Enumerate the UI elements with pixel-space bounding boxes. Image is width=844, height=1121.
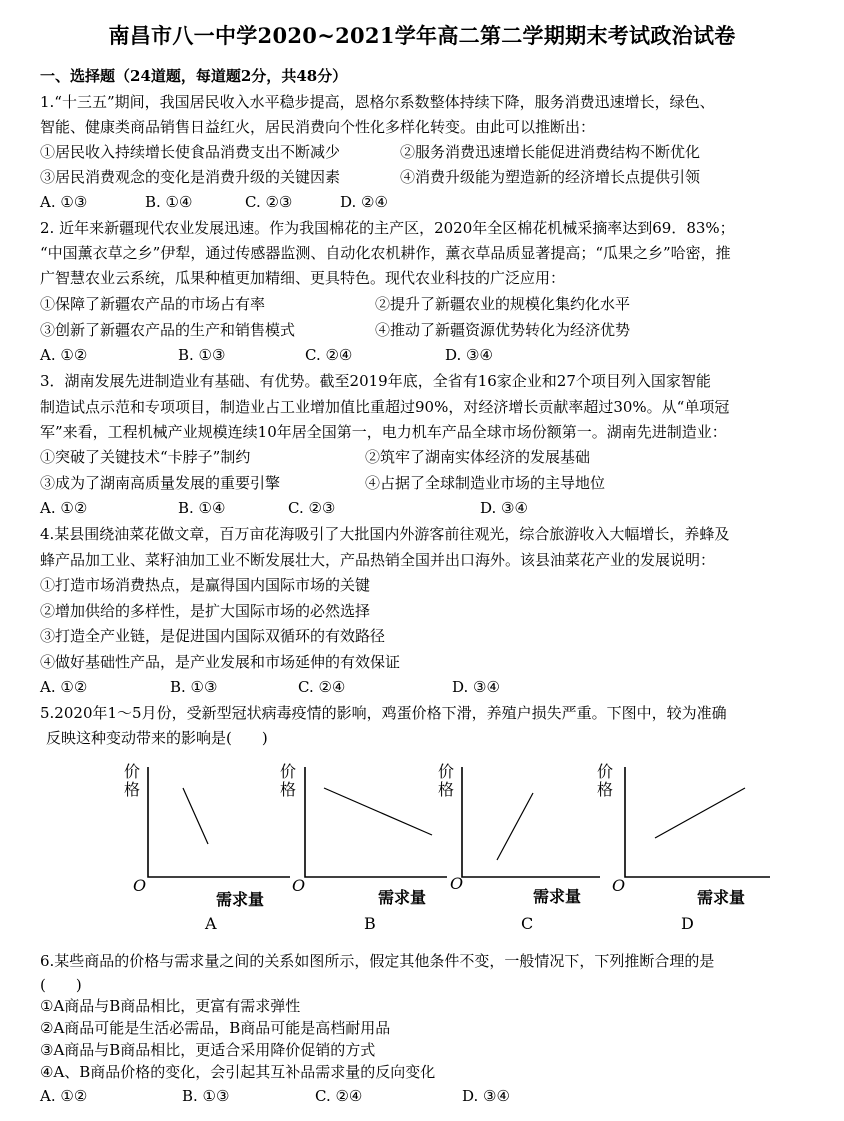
q2-stem-line2: “中国薰衣草之乡”伊犁，通过传感器监测、自动化农机耕作，薰衣草品质显著提高；“瓜果之乡”哈密，推 bbox=[40, 244, 731, 262]
q2-option-2: ②提升了新疆农业的规模化集约化水平 bbox=[375, 295, 631, 313]
q1-answer-a: A. ①③ bbox=[40, 193, 88, 211]
q3-answer-c: C. ②③ bbox=[288, 499, 336, 517]
graph-a bbox=[124, 762, 290, 933]
graph-d bbox=[597, 762, 770, 933]
graph-c-y-label-bottom: 格 bbox=[438, 780, 455, 799]
q1-option-1: ①居民收入持续增长使食品消费支出不断减少 bbox=[40, 143, 341, 161]
graph-c-axes bbox=[462, 767, 600, 877]
graph-d-letter: D bbox=[681, 914, 694, 933]
q3-option-2: ②筑牢了湖南实体经济的发展基础 bbox=[365, 448, 591, 466]
graph-c bbox=[438, 762, 600, 933]
graph-b-origin: O bbox=[292, 876, 306, 895]
q2-answer-a: A. ①② bbox=[40, 346, 88, 364]
q3-stem-line2: 制造试点示范和专项项目，制造业占工业增加值比重超过90%，对经济增长贡献率超过30%。从“单项冠 bbox=[40, 398, 730, 416]
q3-option-1: ①突破了关键技术“卡脖子”制约 bbox=[40, 448, 251, 466]
q3-option-4: ④占据了全球制造业市场的主导地位 bbox=[365, 474, 606, 492]
q4-option-1: ①打造市场消费热点，是赢得国内国际市场的关键 bbox=[40, 576, 371, 594]
q1-stem-line2: 智能、健康类商品销售日益红火，居民消费向个性化多样化转变。由此可以推断出： bbox=[40, 118, 596, 136]
q2-answer-b: B. ①③ bbox=[178, 346, 226, 364]
q3-answer-b: B. ①④ bbox=[178, 499, 226, 517]
q2-answer-d: D. ③④ bbox=[445, 346, 493, 364]
graph-b-y-label-bottom: 格 bbox=[280, 780, 297, 799]
graph-c-y-label-top: 价 bbox=[438, 762, 455, 781]
q4-answer-c: C. ②④ bbox=[298, 678, 346, 696]
graph-a-origin: O bbox=[133, 876, 147, 895]
graph-b-x-label: 需求量 bbox=[378, 888, 427, 907]
q2-option-1: ①保障了新疆农产品的市场占有率 bbox=[40, 295, 266, 313]
q3-stem-line3: 军”来看，工程机械产业规模连续10年居全国第一，电力机车产品全球市场份额第一。湖南先进制造业： bbox=[40, 423, 727, 441]
q6-stem-line2: ( ) bbox=[40, 976, 82, 994]
demand-graphs bbox=[0, 755, 844, 940]
q4-option-4: ④做好基础性产品，是产业发展和市场延伸的有效保证 bbox=[40, 653, 401, 671]
q2-stem-line3: 广智慧农业云系统，瓜果种植更加精细、更具特色。现代农业科技的广泛应用： bbox=[40, 269, 566, 287]
q1-answer-b: B. ①④ bbox=[145, 193, 193, 211]
graph-d-origin: O bbox=[612, 876, 626, 895]
graph-c-curve bbox=[497, 793, 533, 860]
q5-stem-line2: 反映这种变动带来的影响是( ) bbox=[46, 729, 268, 747]
graph-a-y-label-bottom: 格 bbox=[124, 780, 141, 799]
graph-b-letter: B bbox=[364, 914, 376, 933]
q4-stem-line2: 蜂产品加工业、菜籽油加工业不断发展壮大，产品热销全国并出口海外。该县油菜花产业的发展说明： bbox=[40, 551, 716, 569]
graph-d-curve bbox=[655, 788, 745, 838]
graph-b bbox=[280, 762, 447, 933]
section-heading: 一、选择题（24道题，每道题2分，共48分） bbox=[40, 67, 348, 85]
q1-option-4: ④消费升级能为塑造新的经济增长点提供引领 bbox=[400, 168, 701, 186]
q6-stem-line1: 6.某些商品的价格与需求量之间的关系如图所示，假定其他条件不变，一般情况下，下列推断合理的是 bbox=[40, 952, 715, 970]
q6-option-3: ③A商品与B商品相比，更适合采用降价促销的方式 bbox=[40, 1041, 376, 1059]
page-title: 南昌市八一中学2020~2021学年高二第二学期期末考试政治试卷 bbox=[108, 23, 736, 48]
q6-answer-d: D. ③④ bbox=[462, 1087, 510, 1105]
graph-c-x-label: 需求量 bbox=[533, 887, 582, 906]
q3-answer-d: D. ③④ bbox=[480, 499, 528, 517]
graph-b-curve bbox=[324, 788, 432, 835]
q6-answer-a: A. ①② bbox=[40, 1087, 88, 1105]
q2-stem-line1: 2. 近年来新疆现代农业发展迅速。作为我国棉花的主产区，2020年全区棉花机械采摘率达到69．83%； bbox=[40, 219, 735, 237]
q4-answer-a: A. ①② bbox=[40, 678, 88, 696]
q4-stem-line1: 4.某县围绕油菜花做文章，百万亩花海吸引了大批国内外游客前往观光，综合旅游收入大幅增长，养蜂及 bbox=[40, 525, 730, 543]
graph-b-axes bbox=[305, 767, 447, 877]
q5-stem-line1: 5.2020年1～5月份，受新型冠状病毒疫情的影响，鸡蛋价格下滑，养殖户损失严重。下图中，较为准确 bbox=[40, 704, 727, 722]
q1-option-2: ②服务消费迅速增长能促进消费结构不断优化 bbox=[400, 143, 701, 161]
q4-answer-b: B. ①③ bbox=[170, 678, 218, 696]
q6-answer-c: C. ②④ bbox=[315, 1087, 363, 1105]
q1-answer-d: D. ②④ bbox=[340, 193, 388, 211]
q1-option-3: ③居民消费观念的变化是消费升级的关键因素 bbox=[40, 168, 341, 186]
q6-option-2: ②A商品可能是生活必需品，B商品可能是高档耐用品 bbox=[40, 1019, 391, 1037]
graph-d-y-label-top: 价 bbox=[597, 762, 614, 781]
q2-answer-c: C. ②④ bbox=[305, 346, 353, 364]
q6-option-4: ④A、B商品价格的变化，会引起其互补品需求量的反向变化 bbox=[40, 1063, 436, 1081]
graph-a-x-label: 需求量 bbox=[216, 890, 265, 909]
q1-stem-line1: 1.“十三五”期间，我国居民收入水平稳步提高，恩格尔系数整体持续下降，服务消费迅速增长，绿色、 bbox=[40, 93, 715, 111]
graph-d-axes bbox=[625, 767, 770, 877]
q6-answer-b: B. ①③ bbox=[182, 1087, 230, 1105]
q3-stem-line1: 3．湖南发展先进制造业有基础、有优势。截至2019年底，全省有16家企业和27个项目列入国家智能 bbox=[40, 372, 711, 390]
graph-a-curve bbox=[183, 788, 208, 844]
q4-answer-d: D. ③④ bbox=[452, 678, 500, 696]
q4-option-3: ③打造全产业链，是促进国内国际双循环的有效路径 bbox=[40, 627, 386, 645]
q3-answer-a: A. ①② bbox=[40, 499, 88, 517]
q6-option-1: ①A商品与B商品相比，更富有需求弹性 bbox=[40, 997, 301, 1015]
q2-option-3: ③创新了新疆农产品的生产和销售模式 bbox=[40, 321, 296, 339]
graph-a-y-label-top: 价 bbox=[124, 762, 141, 781]
q1-answer-c: C. ②③ bbox=[245, 193, 293, 211]
graph-c-letter: C bbox=[521, 914, 534, 933]
graph-b-y-label-top: 价 bbox=[280, 762, 297, 781]
graph-a-axes bbox=[148, 767, 290, 877]
q3-option-3: ③成为了湖南高质量发展的重要引擎 bbox=[40, 474, 281, 492]
q2-option-4: ④推动了新疆资源优势转化为经济优势 bbox=[375, 321, 631, 339]
graph-d-y-label-bottom: 格 bbox=[597, 780, 614, 799]
graph-a-letter: A bbox=[205, 914, 217, 933]
q4-option-2: ②增加供给的多样性，是扩大国际市场的必然选择 bbox=[40, 602, 371, 620]
graph-c-origin: O bbox=[450, 874, 464, 893]
graph-d-x-label: 需求量 bbox=[697, 888, 746, 907]
